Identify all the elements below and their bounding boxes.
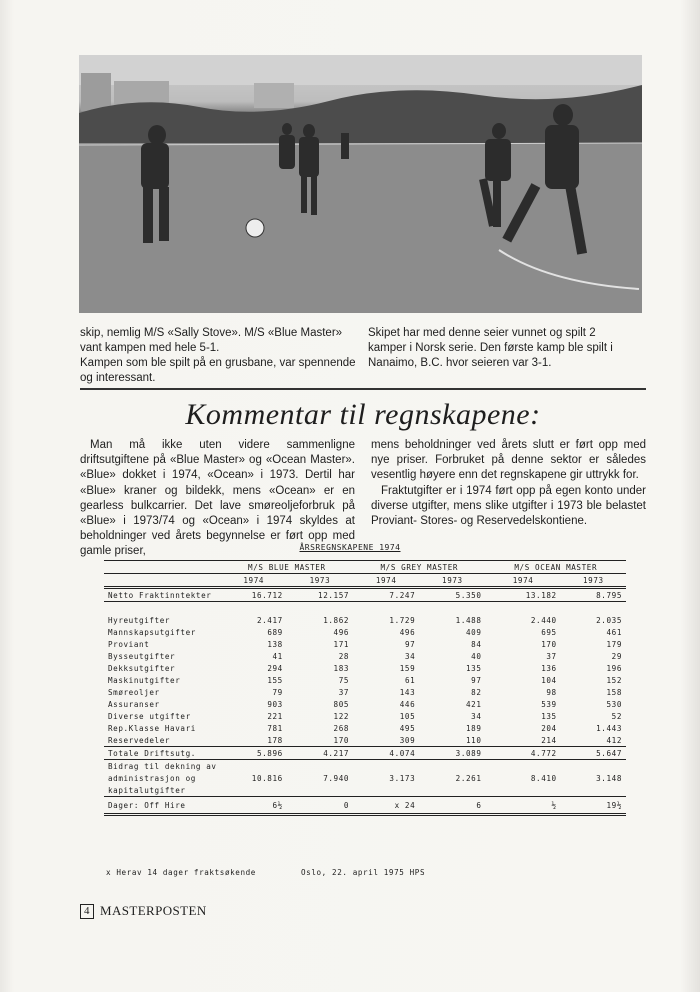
expense-row (104, 626, 626, 638)
body-right-column (371, 438, 646, 560)
row-label: administrasjon og (108, 773, 196, 783)
row-value (419, 760, 485, 773)
caption-line: vant kampen med hele 5-1. (80, 342, 220, 354)
row-value: 4.772 (486, 747, 561, 760)
row-value: 37 (546, 651, 557, 661)
row-value: 5.647 (561, 747, 626, 760)
row-value: 97 (471, 675, 482, 685)
row-value: 1.729 (389, 615, 416, 625)
row-value: 5.896 (221, 747, 287, 760)
row-value: 294 (267, 663, 283, 673)
row-value: 539 (541, 699, 557, 709)
row-value: 196 (606, 663, 622, 673)
spacer-cell (221, 602, 287, 615)
spacer-cell (287, 602, 353, 615)
row-value: 19½ (561, 797, 626, 815)
bidrag-row-3 (104, 784, 626, 797)
caption-line: skip, nemlig M/S «Sally Stove». M/S «Blue Master» (80, 327, 343, 339)
photo-caption (80, 326, 646, 386)
row-value: 189 (466, 723, 482, 733)
expense-row (104, 722, 626, 734)
row-label: Maskinutgifter (108, 675, 181, 685)
row-value: 34 (404, 651, 416, 661)
row-value (419, 784, 485, 797)
spacer-row (104, 602, 626, 615)
ship-name-header: M/S BLUE MASTER (221, 561, 353, 574)
row-value (287, 760, 353, 773)
row-value: 781 (267, 723, 283, 733)
netto-row (104, 588, 626, 602)
row-label: Rep.Klasse Havari (108, 723, 196, 733)
page-footer (80, 903, 207, 919)
bidrag-row (104, 772, 626, 784)
caption-line: Nanaimo, B.C. hvor seieren var 3-1. (368, 357, 552, 369)
spacer-cell (353, 602, 419, 615)
row-value: 409 (466, 627, 482, 637)
row-value: 40 (471, 651, 482, 661)
caption-line: og interessant. (80, 372, 156, 384)
row-value: 152 (606, 675, 622, 685)
row-value: 530 (606, 699, 622, 709)
row-value: 16.712 (221, 588, 287, 602)
row-value: 4.074 (353, 747, 419, 760)
row-value: 495 (399, 723, 416, 733)
year-header: 1974 (221, 574, 287, 588)
total-row (104, 747, 626, 760)
row-value: 97 (404, 639, 416, 649)
caption-line: Kampen som ble spilt på en grusbane, var spennende (80, 357, 356, 369)
row-value: 3.173 (389, 773, 416, 783)
row-label: Reservedeler (104, 734, 221, 747)
row-value: 1.488 (455, 615, 482, 625)
row-value: 461 (606, 627, 622, 637)
body-left-column (80, 438, 355, 560)
row-value: 12.157 (287, 588, 353, 602)
row-value: 496 (333, 627, 350, 637)
row-value: 13.182 (486, 588, 561, 602)
ship-name-header: M/S GREY MASTER (353, 561, 485, 574)
expense-row (104, 662, 626, 674)
row-label: Mannskapsutgifter (108, 627, 196, 637)
off-hire-row (104, 797, 626, 815)
row-label: Dekksutgifter (108, 663, 176, 673)
year-header: 1974 (486, 574, 561, 588)
row-value (221, 784, 287, 797)
row-value: 105 (399, 711, 416, 721)
spacer-cell (561, 602, 626, 615)
row-value (353, 784, 419, 797)
table-title: ÅRSREGNSKAPENE 1974 (299, 543, 401, 552)
spacer-cell (419, 602, 485, 615)
spacer-cell (104, 602, 221, 615)
row-label: Bidrag til dekning av (104, 760, 221, 773)
row-value: 805 (333, 699, 350, 709)
row-value: 2.440 (530, 615, 557, 625)
row-value (221, 760, 287, 773)
row-value: 446 (399, 699, 416, 709)
expense-row (104, 686, 626, 698)
row-value: 104 (541, 675, 557, 685)
expense-row (104, 734, 626, 747)
row-value: x 24 (353, 797, 419, 815)
row-value: 170 (541, 639, 557, 649)
row-value: 158 (606, 687, 622, 697)
row-value: 82 (471, 687, 482, 697)
row-value: 0 (287, 797, 353, 815)
row-label: Hyreutgifter (108, 615, 171, 625)
row-value: 28 (338, 651, 350, 661)
row-value: ½ (486, 797, 561, 815)
row-label: Totale Driftsutg. (104, 747, 221, 760)
row-value: 84 (471, 639, 482, 649)
row-value (486, 784, 561, 797)
row-value: 138 (267, 639, 283, 649)
row-value: 135 (541, 711, 557, 721)
row-value: 75 (338, 675, 350, 685)
row-value: 155 (267, 675, 283, 685)
row-value (561, 784, 626, 797)
row-value: 171 (333, 639, 350, 649)
row-value: 170 (287, 734, 353, 747)
row-label: Proviant (108, 639, 150, 649)
photo-illustration (79, 55, 642, 313)
row-value: 7.940 (323, 773, 350, 783)
row-label: Bysseutgifter (108, 651, 176, 661)
caption-right-column (368, 326, 646, 386)
row-value: 268 (333, 723, 350, 733)
row-value: 52 (611, 711, 622, 721)
football-match-photo (79, 55, 642, 313)
row-value: 412 (561, 734, 626, 747)
row-value: 695 (541, 627, 557, 637)
header-blank (104, 561, 221, 574)
row-value: 4.217 (287, 747, 353, 760)
row-value: 29 (611, 651, 622, 661)
caption-line: Skipet har med denne seier vunnet og spilt 2 (368, 327, 596, 339)
row-value: 37 (338, 687, 350, 697)
expense-row (104, 638, 626, 650)
row-value: 135 (466, 663, 482, 673)
year-header: 1974 (353, 574, 419, 588)
row-label: Diverse utgifter (108, 711, 191, 721)
expense-row (104, 710, 626, 722)
footnote-right: Oslo, 22. april 1975 HPS (301, 868, 426, 877)
row-label: Assuranser (108, 699, 160, 709)
row-value (353, 760, 419, 773)
row-value: 110 (419, 734, 485, 747)
row-value: 6½ (221, 797, 287, 815)
row-value (486, 760, 561, 773)
expense-row (104, 674, 626, 686)
body-paragraph: Fraktutgifter er i 1974 ført opp på egen konto under diverse utgifter, mens slike utgifter i 1973 ble belastet Proviant- Stores- og Reservedelskontiene. (371, 484, 646, 528)
expense-row (104, 650, 626, 662)
row-label: Smøreoljer (108, 687, 160, 697)
body-paragraph: mens beholdninger ved årets slutt er ført opp med nye priser. Forbruket på denne sektor er således vesentlig høyere enn det regnskapene gir uttrykk for. (371, 439, 646, 482)
row-value: 3.089 (419, 747, 485, 760)
row-value: 8.795 (561, 588, 626, 602)
year-header: 1973 (561, 574, 626, 588)
row-value: 3.148 (596, 773, 622, 783)
caption-left-column (80, 326, 358, 386)
publication-name: MASTERPOSTEN (100, 903, 207, 918)
row-value (561, 760, 626, 773)
row-value: 421 (466, 699, 482, 709)
header-blank (104, 574, 221, 588)
article-headline: Kommentar til regnskapene: (185, 398, 541, 431)
article-body (80, 438, 646, 560)
row-value: 5.350 (419, 588, 485, 602)
bidrag-row-1 (104, 760, 626, 773)
year-header-row (104, 574, 626, 588)
row-value: 136 (541, 663, 557, 673)
row-value: 183 (333, 663, 350, 673)
ship-name-header: M/S OCEAN MASTER (486, 561, 626, 574)
expense-row (104, 614, 626, 626)
row-value: 7.247 (353, 588, 419, 602)
section-divider (80, 388, 646, 390)
page-number: 4 (80, 904, 94, 919)
row-value: 221 (267, 711, 283, 721)
row-value: 8.410 (530, 773, 557, 783)
row-value: 204 (541, 723, 557, 733)
row-value: 2.035 (596, 615, 622, 625)
row-value: 179 (606, 639, 622, 649)
row-value: 2.417 (256, 615, 283, 625)
caption-line: kamper i Norsk serie. Den første kamp ble spilt i (368, 342, 613, 354)
row-value: 41 (272, 651, 283, 661)
row-value: 496 (399, 627, 416, 637)
expense-row (104, 698, 626, 710)
row-value (287, 784, 353, 797)
year-header: 1973 (419, 574, 485, 588)
table-footnote (106, 868, 626, 877)
year-header: 1973 (287, 574, 353, 588)
row-value: 689 (267, 627, 283, 637)
row-value: 159 (399, 663, 416, 673)
row-value: 122 (333, 711, 350, 721)
row-label: Dager: Off Hire (104, 797, 221, 815)
body-paragraph: Man må ikke uten videre sammenligne driftsutgiftene på «Blue Master» og «Ocean Master». «Blue» dokket i 1974, «Ocean» i 1973. Dertil har «Blue» kraner og bildekk, mens «Ocean» er en gearless bulkcarrier. Det lave smøreoljeforbruk på «Blue» i 1973/74 og «Ocean» i 1974 skyldes at beholdninger ved årets begynnelse er ført opp med gamle priser, (80, 439, 355, 558)
row-value: 10.816 (251, 773, 283, 783)
row-value: 1.443 (596, 723, 622, 733)
row-value: 309 (353, 734, 419, 747)
row-value: 6 (419, 797, 485, 815)
row-value: 34 (471, 711, 482, 721)
row-value: 903 (267, 699, 283, 709)
ship-header-row (104, 561, 626, 574)
row-value: 1.862 (323, 615, 350, 625)
row-value: 143 (399, 687, 416, 697)
footnote-left: x Herav 14 dager fraktsøkende (106, 868, 256, 877)
row-label: kapitalutgifter (104, 784, 221, 797)
spacer-cell (486, 602, 561, 615)
row-value: 214 (486, 734, 561, 747)
row-value: 178 (221, 734, 287, 747)
row-value: 61 (404, 675, 416, 685)
row-value: 98 (546, 687, 557, 697)
accounts-table (104, 560, 626, 816)
row-value: 79 (272, 687, 283, 697)
row-label: Netto Fraktinntekter (104, 588, 221, 602)
row-value: 2.261 (455, 773, 482, 783)
